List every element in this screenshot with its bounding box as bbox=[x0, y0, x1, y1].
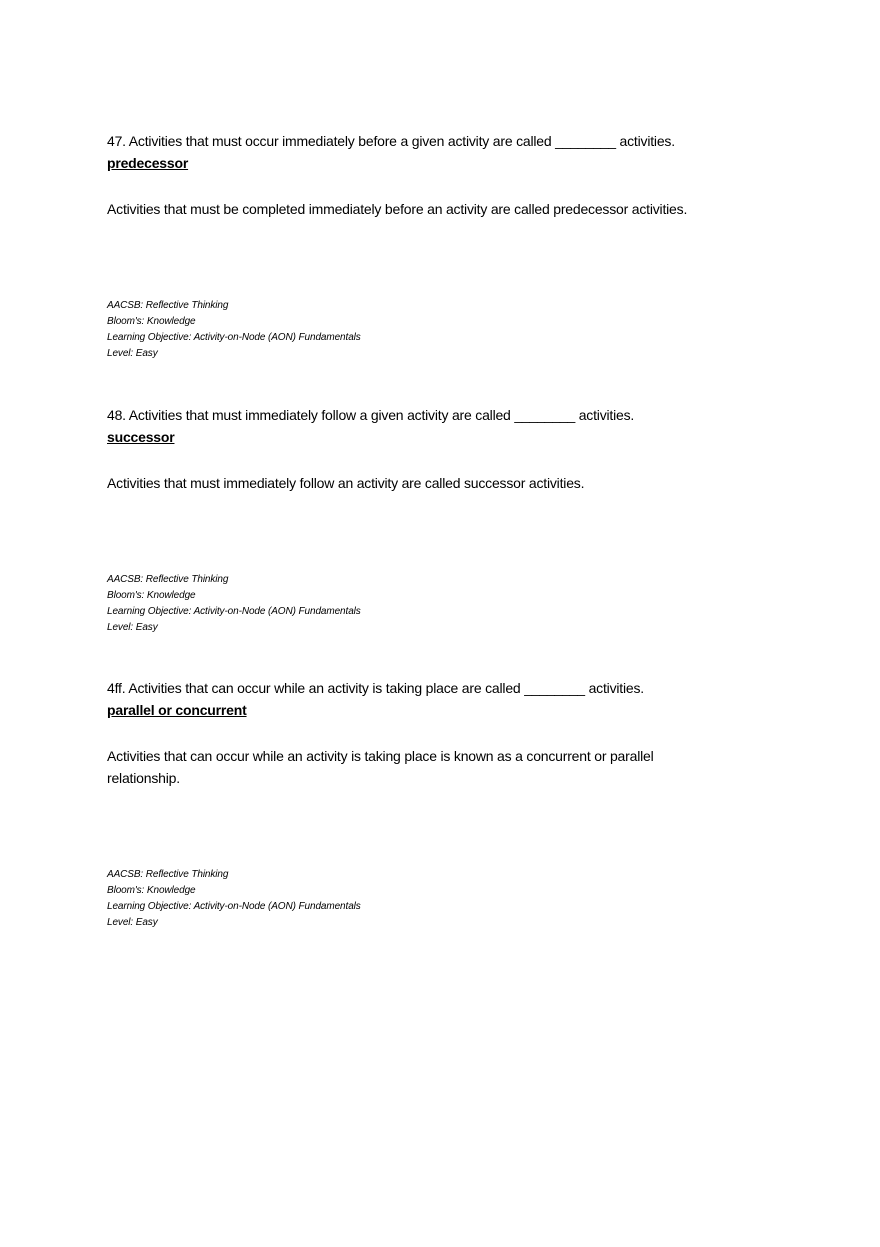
question-block bbox=[107, 404, 767, 636]
explanation-text: Activities that must immediately follow an activity are called successor activities. bbox=[107, 475, 585, 491]
question-text: 47. Activities that must occur immediately before a given activity are called ________ activities. bbox=[107, 133, 675, 149]
explanation-text: Activities that can occur while an activity is taking place is known as a concurrent or parallel relationship. bbox=[107, 748, 654, 786]
meta-blooms: Bloom's: Knowledge bbox=[107, 885, 196, 896]
meta-learning-objective: Learning Objective: Activity-on-Node (AON) Fundamentals bbox=[107, 332, 361, 343]
question-block bbox=[107, 130, 767, 362]
answer-text: successor bbox=[107, 429, 175, 445]
question-metadata bbox=[107, 298, 767, 362]
meta-aacsb: AACSB: Reflective Thinking bbox=[107, 869, 229, 880]
meta-aacsb: AACSB: Reflective Thinking bbox=[107, 300, 229, 311]
question-block bbox=[107, 677, 767, 931]
meta-blooms: Bloom's: Knowledge bbox=[107, 316, 196, 327]
answer-text: predecessor bbox=[107, 155, 189, 171]
explanation-text: Activities that must be completed immediately before an activity are called predecessor activities. bbox=[107, 201, 688, 217]
meta-level: Level: Easy bbox=[107, 348, 158, 359]
meta-blooms: Bloom's: Knowledge bbox=[107, 590, 196, 601]
answer-text: parallel or concurrent bbox=[107, 702, 247, 718]
question-metadata bbox=[107, 572, 767, 636]
question-metadata bbox=[107, 867, 767, 931]
question-text: 4ff. Activities that can occur while an activity is taking place are called ________ activities. bbox=[107, 680, 644, 696]
meta-level: Level: Easy bbox=[107, 622, 158, 633]
meta-learning-objective: Learning Objective: Activity-on-Node (AON) Fundamentals bbox=[107, 606, 361, 617]
question-text: 48. Activities that must immediately follow a given activity are called ________ activities. bbox=[107, 407, 635, 423]
meta-level: Level: Easy bbox=[107, 917, 158, 928]
meta-aacsb: AACSB: Reflective Thinking bbox=[107, 574, 229, 585]
meta-learning-objective: Learning Objective: Activity-on-Node (AON) Fundamentals bbox=[107, 901, 361, 912]
